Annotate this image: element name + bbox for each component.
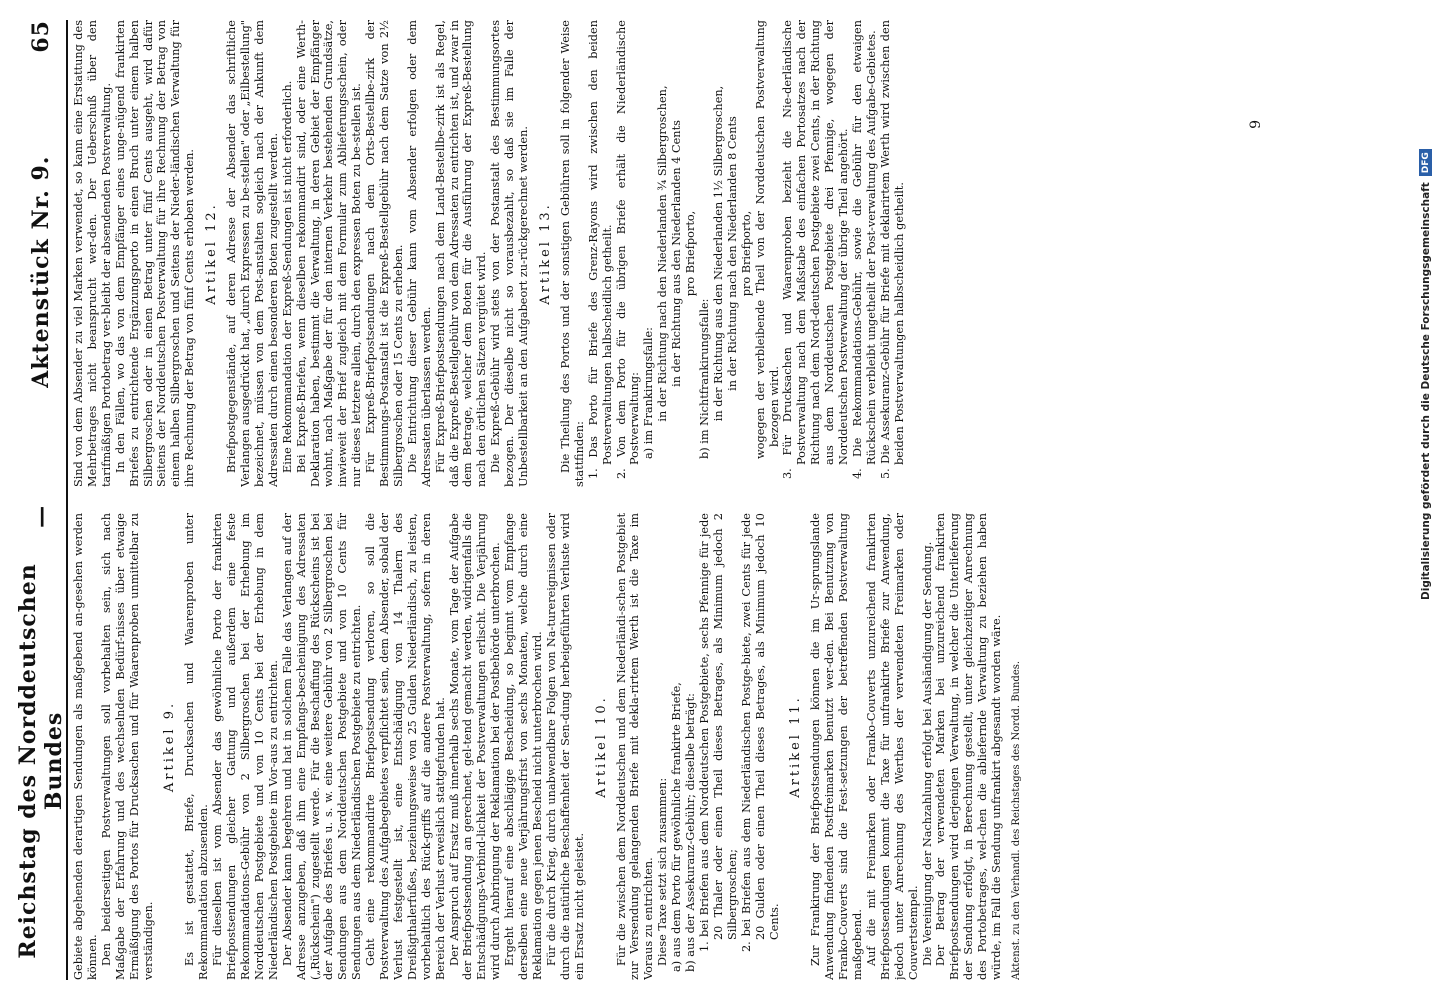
article-heading: Artikel 13. (538, 202, 553, 305)
list-subitem: wogegen der verbleibende Theil von der Norddeutschen Postverwaltung bezogen wird. (753, 20, 781, 459)
list-subitem: a) im Frankirungsfalle: (642, 327, 656, 459)
list-item: 5. Die Assekuranz-Gebühr für Briefe mit deklarirtem Werth wird zwischen den beiden Postverwaltungen halbscheidlich getheilt. (878, 20, 906, 479)
tariff-line: in der Richtung nach den Niederlanden 8 Cents (725, 116, 739, 391)
tariff-line: pro Briefporto, (684, 210, 698, 297)
paragraph: Gebiete abgehenden derartigen Sendungen als maßgebend an-gesehen werden können. (72, 513, 99, 980)
paragraph: In den Fällen, wo das von dem Empfänger eines unge-nügend frankirten Briefes zu entrichtende Ergänzungsporto in einen Bruch unter einem halben Silbergroschen oder in einen Betrag unter fünf Cents ausgeht, wird dafür Seitens der Norddeutschen Postverwaltung für ihre Rechnung der Betrag von einem halben Silbergroschen und Seitens der Nieder-ländischen Verwaltung für ihre Rechnung der Betrag von fünf Cents erhoben werden. (113, 20, 197, 487)
article-heading: Artikel 11. (788, 695, 804, 798)
paragraph: Sind von dem Absender zu viel Marken verwendet, so kann eine Erstattung des Mehrbetrages nicht beansprucht wer-den. Der Ueberschuß über den tarifmäßigen Portobetrag ver-bleibt der absendenden Postverwaltung. (72, 20, 113, 487)
paragraph: Eine Rekommandation der Expreß-Sendungen ist nicht erforderlich. (280, 80, 294, 473)
left-column (72, 513, 1302, 980)
paragraph: Die Theilung des Portos und der sonstigen Gebühren soll in folgender Weise stattfinden: (558, 20, 586, 487)
page-number: 65 (28, 20, 54, 53)
list-item: 3. Für Drucksachen und Waarenproben bezieht die Nie-derländische Postverwaltung nach dem Maßstabe des einfachen Portosatzes nach der Richtung nach dem Nord-deutschen Postgebiete zwei Cents, in der Richtung aus dem Norddeutschen Postgebiete drei Pfennige, wogegen der Norddeutschen Postverwaltung der übrige Theil angehört. (781, 20, 851, 479)
list-item: a) aus dem Porto für gewöhnliche frankirte Briefe, (670, 682, 684, 972)
header-left-title: Reichstag des Norddeutschen Bundes (15, 563, 67, 959)
tariff-line: in der Richtung nach den Niederlanden ¾ Silbergroschen, (656, 85, 670, 422)
dfg-credit-strip (1417, 10, 1432, 600)
paragraph: Der Betrag der verwendeten Marken bei unzureichend frankirten Briefpostsendungen wird derjenigen Verwaltung, in welcher die Unterlieferung der Sendung erfolgt, in Berechnung gestellt, unter gleichzeitiger Anrechnung des Portobetrages, wel-chen die abliefernde Verwaltung zu beziehen haben würde, im Fall die Sendung unfrankirt abgesandt worden wäre. (934, 513, 1004, 980)
text-columns (72, 20, 1302, 980)
tariff-line: in der Richtung aus den Niederlanden 4 Cents (670, 120, 684, 387)
dfg-credit-text: Digitalisierung gefördert durch die Deutsche Forschungsgemeinschaft (1420, 182, 1432, 600)
page-header (16, 20, 68, 980)
signature-mark: 9 (1248, 120, 1264, 129)
header-separator: — (28, 504, 54, 528)
paragraph: Die Expreß-Gebühr wird stets von der Postanstalt des Bestimmungsortes bezogen. Der dieselbe nicht so vorausbezahlt, so daß sie im Falle der Unbestellbarkeit an den Aufgabeort zu-rückgerechnet werden. (489, 20, 531, 487)
list-subitem: b) im Nichtfrankirungsfalle: (697, 298, 711, 459)
paragraph: Die Entrichtung dieser Gebühr kann vom Absender erfolgen oder dem Adressaten überlassen werden. (405, 20, 433, 487)
article-heading: Artikel 12. (204, 202, 220, 305)
list-item: 2. Von dem Porto für die übrigen Briefe erhält die Niederländische Postverwaltung: (614, 20, 642, 479)
tariff-line: in der Richtung aus den Niederlanden 1½ Silbergroschen, (711, 85, 725, 422)
footnote: Aktenst. zu den Verhandl. des Reichstages des Nordd. Bundes. (1011, 660, 1022, 980)
paragraph: Bei Expreß-Briefen, wenn dieselben rekommandirt sind, oder eine Werth-Deklaration haben, bestimmt die Verwaltung, in deren Gebiet der Empfänger wohnt, nach Maßgabe der für den internen Verkehr bestehenden Grundsätze, inwieweit der Brief zugleich mit dem Formular zum Ablieferungsschein, oder nur dieses letztere allein, durch den expressen Boten zu be-stellen ist. (294, 20, 364, 487)
list-item: b) aus der Assekuranz-Gebühr; dieselbe beträgt: (684, 693, 698, 972)
list-item: 4. Die Rekommandations-Gebühr, sowie die Gebühr für den etwaigen Rückschein verbleibt ungetheilt der Post-verwaltung des Aufgabe-Gebietes. (850, 20, 878, 479)
header-right-title: Aktenstück Nr. 9. (28, 155, 54, 388)
paragraph: Der Anspruch auf Ersatz muß innerhalb sechs Monate, vom Tage der Aufgabe der Briefpostsendung an gerechnet, gel-tend gemacht werden, widrigenfalls die Entschädigungs-Verbind-lichkeit der Postverwaltungen erlischt. Die Verjährung wird durch Anbringung der Reklamation bei der Postbehörde unterbrochen. (447, 513, 503, 980)
paragraph: Ergeht hierauf eine abschlägige Bescheidung, so beginnt vom Empfange derselben eine neue Verjährungsfrist von sechs Monaten, welche durch eine Reklamation gegen jenen Bescheid nicht unterbrochen wird. (503, 513, 544, 980)
paragraph: Geht eine rekommandirte Briefpostsendung verloren, so soll die Postverwaltung des Aufgabegebietes verpflichtet sein, dem Absender, sobald der Verlust festgestellt ist, eine Entschädigung von 14 Thalern des Dreißigthalerfußes, beziehungsweise von 25 Gulden Niederländisch, zu leisten, vorbehaltlich des Rück-griffs auf die andere Postverwaltung, sofern in deren Bereich der Verlust erweislich stattgefunden hat. (364, 513, 447, 980)
dfg-logo: DFG (1419, 149, 1432, 176)
paragraph: Der Absender kann begehren und hat in solchem Falle das Verlangen auf der Adresse anzugeben, daß ihm eine Empfangs-bescheinigung des Adressaten („Rückschein") zugestellt werde. Für die Beschaffung des Rückscheins ist bei der Aufgabe des Briefes u. s. w. eine weitere Gebühr von 2 Silbergroschen bei Sendungen aus dem Norddeutschen Postgebiete und von 10 Cents für Sendungen aus dem Niederländischen Postgebiete zu entrichten. (280, 513, 364, 980)
list-subitem: 2. bei Briefen aus dem Niederländischen Postge-biete, zwei Cents für jede 20 Gulden oder einen Theil dieses Betrages, als Minimum jedoch 10 Cents. (739, 513, 781, 952)
paragraph: Für dieselben ist vom Absender das gewöhnliche Porto der frankirten Briefpostsendungen gleicher Gattung und außerdem eine feste Rekommandations-Gebühr von 2 Silbergroschen bei der Erhebung im Norddeutschen Postgebiete und von 10 Cents bei der Erhebung in dem Niederländischen Postgebiete im Vor-aus zu entrichten. (211, 513, 280, 980)
paragraph: Zur Frankirung der Briefpostsendungen können die im Ur-sprungslande Anwendung findenden Postfreimarken benutzt wer-den. Bei Benutzung von Franko-Couverts sind die Fest-setzungen der betreffenden Postverwaltung maßgebend. (809, 513, 865, 980)
paragraph: Für die zwischen dem Norddeutschen und dem Niederländi-schen Postgebiet zur Versendung gelangenden Briefe mit dekla-rirtem Werth ist die Taxe im Voraus zu entrichten. (614, 513, 656, 980)
right-column (72, 20, 1302, 487)
paragraph: Diese Taxe setzt sich zusammen: (656, 777, 670, 966)
list-item: 1. Das Porto für Briefe des Grenz-Rayons wird zwischen den beiden Postverwaltungen halbscheidlich getheilt. (586, 20, 614, 479)
paragraph: Den beiderseitigen Postverwaltungen soll vorbehalten sein, sich nach Maßgabe der Erfahrung und des wechselnden Bedürf-nisses über etwaige Ermäßigung des Portos für Drucksachen und für Waarenproben unmittelbar zu verständigen. (99, 513, 155, 980)
tariff-line: pro Briefporto, (739, 210, 753, 297)
article-heading: Artikel 9. (162, 700, 178, 793)
paragraph: Für Expreß-Briefpostsendungen nach dem Orts-Bestellbe-zirk der Bestimmungs-Postanstalt ist die Expreß-Bestellgebühr nach dem Satze von 2½ Silbergroschen oder 15 Cents zu erheben. (364, 20, 405, 487)
paragraph: Für die durch Krieg, durch unabwendbare Folgen von Na-turereignissen oder durch die natürliche Beschaffenheit der Sen-dung herbeigeführten Verluste wird ein Ersatz nicht geleistet. (544, 513, 586, 980)
paragraph: Briefpostgegenstände, auf deren Adresse der Absender das schriftliche Verlangen ausgedrückt hat, „durch Expressen zu be-stellen" oder „Eilbestellung" bezeichnet, müssen von dem Post-anstalten sogleich nach der Ankunft dem Adressaten durch einen besonderen Boten zugestellt werden. (225, 20, 280, 487)
article-heading: Artikel 10. (593, 695, 609, 798)
list-subitem: 1. bei Briefen aus dem Norddeutschen Postgebiete, sechs Pfennige für jede 20 Thaler oder einen Theil dieses Betrages, als Minimum jedoch 2 Silbergroschen; (697, 513, 739, 952)
paragraph: Für Expreß-Briefpostsendungen nach dem Land-Bestellbe-zirk ist als Regel, daß die Expreß-Bestellgebühr von dem Adressaten zu entrichten ist, und zwar in dem Betrage, welcher dem Boten für die Ausführung der Expreß-Bestellung nach den örtlichen Sätzen vergütet wird. (433, 20, 489, 487)
paragraph: Es ist gestattet, Briefe, Drucksachen und Waarenproben unter Rekommandation abzusenden. (183, 513, 211, 980)
paragraph: Die Vereinigung der Nachzahlung erfolgt bei Aushändigung der Sendung. (920, 541, 934, 966)
paragraph: Auf die mit Freimarken oder Franko-Couverts unzureichend frankirten Briefpostsendungen kommt die Taxe für unfrankirte Briefe zur Anwendung, jedoch unter Anrechnung des Werthes der verwendeten Freimarken oder Couvertstempel. (864, 513, 920, 980)
